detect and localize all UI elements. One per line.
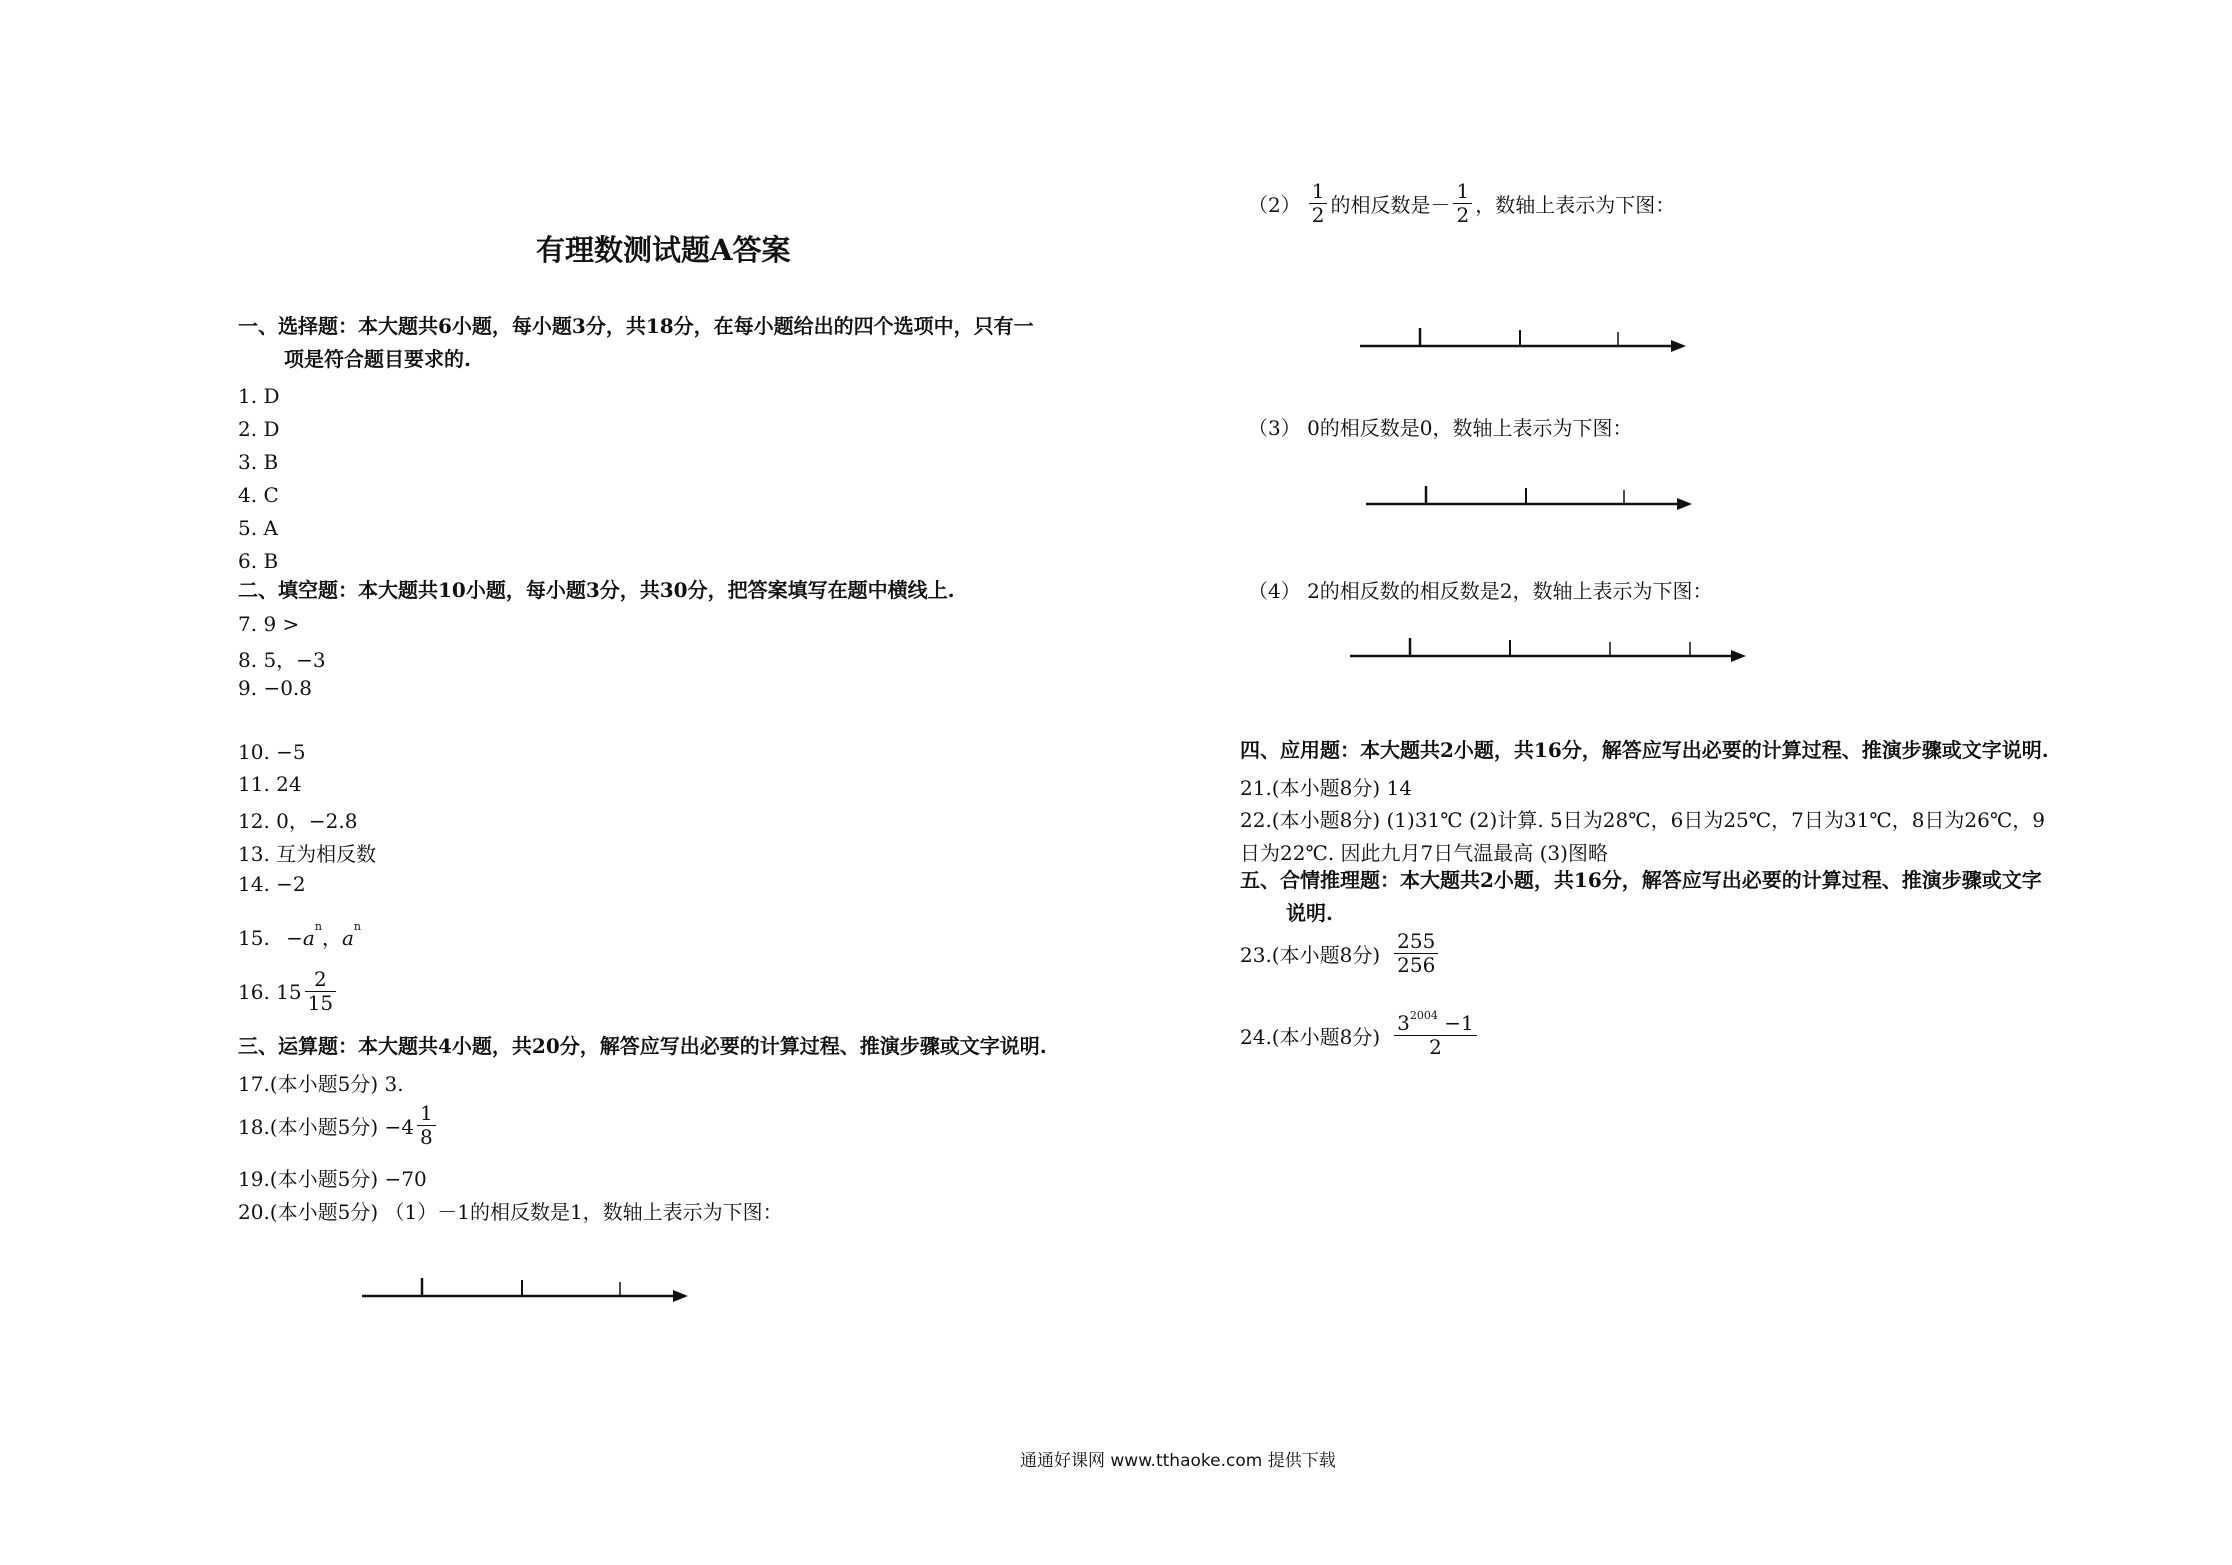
power-exponent: 2004 [1409, 1009, 1438, 1022]
fraction-denominator: 8 [417, 1125, 436, 1149]
answer-q15-exp2: n [353, 920, 361, 933]
answer-q12: 12. 0，−2.8 [238, 809, 358, 833]
answer-q15 [238, 922, 361, 951]
list-item: 6. B [238, 549, 279, 573]
answer-q15-sep: ， [321, 926, 342, 950]
section4-heading: 四、应用题：本大题共2小题，共16分，解答应写出必要的计算过程、推演步骤或文字说明. [1240, 738, 2049, 762]
fraction-denominator: 2 [1394, 1035, 1477, 1059]
number-line-q20-2 [1358, 322, 1688, 352]
answer-q23 [1240, 930, 1441, 977]
axis-arrow [1731, 650, 1746, 662]
list-item: 1. D [238, 384, 280, 408]
answer-q7: 7. 9 > [238, 612, 300, 636]
answer-q22 [1240, 804, 2045, 870]
part2-fraction-1 [1309, 180, 1328, 227]
answer-q24 [1240, 1009, 1480, 1059]
fraction-numerator [1394, 1009, 1477, 1035]
list-item: 3. B [238, 450, 279, 474]
axis-arrow [1677, 498, 1692, 510]
answer-q22-line2: 日为22℃. 因此九月7日气温最高 (3)图略 [1240, 841, 1608, 865]
answer-q13: 13. 互为相反数 [238, 842, 377, 866]
list-item: 2. D [238, 417, 280, 441]
answer-q17: 17.(本小题5分) 3. [238, 1072, 404, 1096]
answer-q16-fraction [305, 968, 336, 1015]
answer-q19: 19.(本小题5分) −70 [238, 1167, 427, 1191]
section1-heading-line2: 项是符合题目要求的. [284, 347, 471, 371]
axis-arrow [673, 1290, 688, 1302]
number-line-q20-3 [1364, 480, 1694, 510]
answer-q23-label: 23.(本小题8分) [1240, 943, 1381, 967]
number-line-q20-4 [1348, 632, 1748, 662]
part2-fraction-2 [1453, 180, 1472, 227]
fraction-numerator: 255 [1397, 929, 1436, 953]
answer-q9: 9. −0.8 [238, 676, 313, 700]
answer-q20-part3: （3） 0的相反数是0，数轴上表示为下图： [1248, 416, 1633, 440]
fraction-denominator: 15 [305, 991, 336, 1015]
fraction-numerator: 1 [1311, 179, 1325, 203]
answer-q11: 11. 24 [238, 772, 302, 796]
answer-q16 [238, 968, 339, 1015]
numerator-tail: −1 [1437, 1011, 1474, 1035]
section3-heading: 三、运算题：本大题共4小题，共20分，解答应写出必要的计算过程、推演步骤或文字说明. [238, 1034, 1047, 1058]
power-base: 3 [1397, 1011, 1410, 1035]
number-line-q20-1 [360, 1272, 690, 1302]
answer-q15-label: 15. [238, 926, 270, 950]
answer-q10: 10. −5 [238, 740, 306, 764]
answer-q15-exp1: n [314, 920, 322, 933]
answer-q18-fraction [417, 1102, 436, 1149]
answer-q24-label: 24.(本小题8分) [1240, 1025, 1381, 1049]
section2-heading: 二、填空题：本大题共10小题，每小题3分，共30分，把答案填写在题中横线上. [238, 578, 955, 602]
footer-text: 通通好课网 www.tthaoke.com 提供下载 [1020, 1451, 1336, 1471]
answer-q18 [238, 1102, 439, 1149]
list-item: 5. A [238, 516, 278, 540]
fraction-numerator: 2 [313, 967, 327, 991]
fraction-denominator: 2 [1453, 203, 1472, 227]
answer-q23-fraction [1394, 930, 1438, 977]
section1-heading [238, 310, 1034, 376]
page-title: 有理数测试题A答案 [536, 233, 791, 267]
part2-middle-text: 的相反数是－ [1330, 193, 1451, 217]
axis-arrow [1671, 340, 1686, 352]
section1-heading-line1: 一、选择题：本大题共6小题，每小题3分，共18分，在每小题给出的四个选项中，只有一 [238, 314, 1034, 338]
fraction-denominator: 256 [1394, 953, 1438, 977]
answer-q14: 14. −2 [238, 872, 306, 896]
part2-tail-text: ，数轴上表示为下图： [1475, 193, 1676, 217]
section5-heading-line1: 五、合情推理题：本大题共2小题，共16分，解答应写出必要的计算过程、推演步骤或文字 [1240, 868, 2042, 892]
fraction-numerator: 1 [419, 1101, 433, 1125]
answer-q15-power: a [341, 926, 354, 950]
fraction-numerator: 1 [1456, 179, 1470, 203]
answer-q8: 8. 5，−3 [238, 648, 326, 672]
list-item: 4. C [238, 483, 279, 507]
answer-q24-fraction [1394, 1009, 1477, 1059]
section5-heading [1240, 864, 2042, 930]
section1-answer-list [238, 380, 279, 578]
answer-q16-label: 16. 15 [238, 979, 302, 1004]
answer-q21: 21.(本小题8分) 14 [1240, 776, 1412, 800]
answer-q22-line1: 22.(本小题8分) (1)31℃ (2)计算. 5日为28℃，6日为25℃，7日为31℃，8日为26℃，9 [1240, 808, 2045, 832]
answer-q18-label: 18.(本小题5分) −4 [238, 1115, 414, 1139]
fraction-denominator: 2 [1309, 203, 1328, 227]
answer-q20: 20.(本小题5分) （1）－1的相反数是1，数轴上表示为下图： [238, 1200, 783, 1224]
answer-q20-part4: （4） 2的相反数的相反数是2，数轴上表示为下图： [1248, 579, 1713, 603]
answer-q20-part2 [1248, 180, 1675, 227]
answer-q15-neg-power: −a [286, 926, 315, 950]
section5-heading-line2: 说明. [1286, 901, 1333, 925]
part2-label: （2） [1248, 193, 1301, 217]
